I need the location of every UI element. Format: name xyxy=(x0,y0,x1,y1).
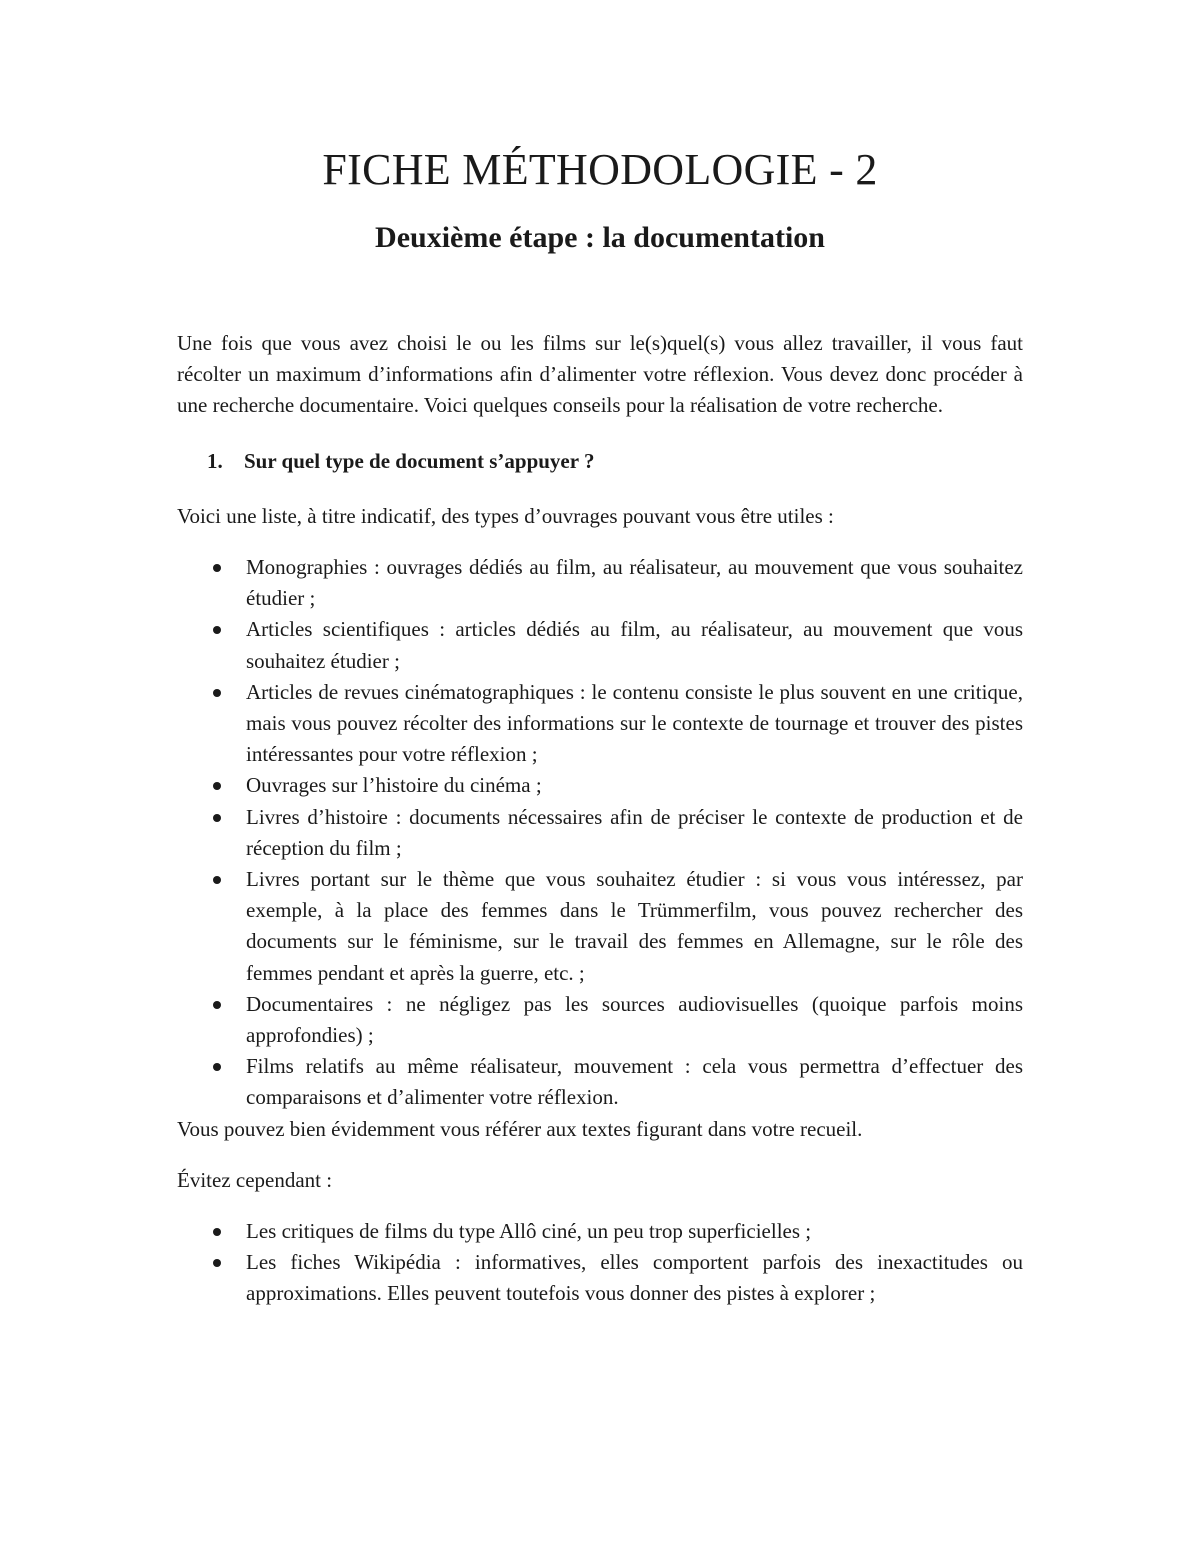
list-item-text: Films relatifs au même réalisateur, mouvement : cela vous permettra d’effectuer des comparaisons et d’alimenter votre réflexion. xyxy=(246,1054,1023,1110)
document-body xyxy=(177,328,1023,1310)
list-item-text: Ouvrages sur l’histoire du cinéma ; xyxy=(246,773,542,798)
bullet-icon xyxy=(213,1063,221,1071)
list-intro: Voici une liste, à titre indicatif, des types d’ouvrages pouvant vous être utiles : xyxy=(177,503,834,528)
bullet-icon xyxy=(213,782,221,790)
bullet-icon xyxy=(213,1259,221,1267)
section-heading-text: Sur quel type de document s’appuyer ? xyxy=(244,448,595,473)
list-item xyxy=(177,1247,1023,1309)
list-item-text: Articles de revues cinématographiques : le contenu consiste le plus souvent en une critique, mais vous pouvez récolter des informations sur le contexte de tournage et trouver des pistes intéressantes pour votre réflexion ; xyxy=(246,679,1023,767)
bullet-icon xyxy=(213,1228,221,1236)
bullet-icon xyxy=(213,1001,221,1009)
list-item-text: Livres portant sur le thème que vous souhaitez étudier : si vous vous intéressez, par exemple, à la place des femmes dans le Trümmerfilm, vous pouvez rechercher des documents sur le féminisme, sur le travail des femmes en Allemagne, sur le rôle des femmes pendant et après la guerre, etc. ; xyxy=(246,867,1023,985)
list-item xyxy=(177,677,1023,771)
page-subtitle: Deuxième étape : la documentation xyxy=(375,221,825,254)
bullet-icon xyxy=(213,689,221,697)
list-item-text: Livres d’histoire : documents nécessaires afin de préciser le contexte de production et de réception du film ; xyxy=(246,804,1023,860)
avoid-list xyxy=(177,1216,1023,1310)
list-item-text: Documentaires : ne négligez pas les sources audiovisuelles (quoique parfois moins approfondies) ; xyxy=(246,991,1023,1048)
list-item xyxy=(177,864,1023,989)
list-item-text: Monographies : ouvrages dédiés au film, au réalisateur, au mouvement que vous souhaitez étudier ; xyxy=(246,555,1023,611)
bullet-icon xyxy=(213,814,221,822)
bullet-icon xyxy=(213,876,221,884)
list-item xyxy=(177,770,1023,801)
bullet-icon xyxy=(213,626,221,634)
list-item-text: Articles scientifiques : articles dédiés au film, au réalisateur, au mouvement que vous souhaitez étudier ; xyxy=(246,617,1023,673)
list-item xyxy=(177,1216,1023,1247)
list-item-text: Les fiches Wikipédia : informatives, elles comportent parfois des inexactitudes ou approximations. Elles peuvent toutefois vous donner des pistes à explorer ; xyxy=(246,1250,1023,1306)
section-heading xyxy=(177,446,1023,477)
list-item xyxy=(177,802,1023,864)
list-item-text: Les critiques de films du type Allô ciné, un peu trop superficielles ; xyxy=(246,1219,812,1244)
list-item xyxy=(177,614,1023,676)
recueil-note: Vous pouvez bien évidemment vous référer aux textes figurant dans votre recueil. xyxy=(177,1116,863,1141)
resource-list xyxy=(177,552,1023,1114)
section-number: 1. xyxy=(207,448,223,473)
page-title: FICHE MÉTHODOLOGIE - 2 xyxy=(322,145,878,194)
avoid-intro: Évitez cependant : xyxy=(177,1167,333,1192)
list-item xyxy=(177,552,1023,614)
list-item xyxy=(177,1051,1023,1113)
list-item xyxy=(177,989,1023,1051)
bullet-icon xyxy=(213,564,221,572)
intro-paragraph: Une fois que vous avez choisi le ou les films sur le(s)quel(s) vous allez travailler, il vous faut récolter un maximum d’informations afin d’alimenter votre réflexion. Vous devez donc procéder à une recherche documentaire. Voici quelques conseils pour la réalisation de votre recherche. xyxy=(177,331,1023,418)
